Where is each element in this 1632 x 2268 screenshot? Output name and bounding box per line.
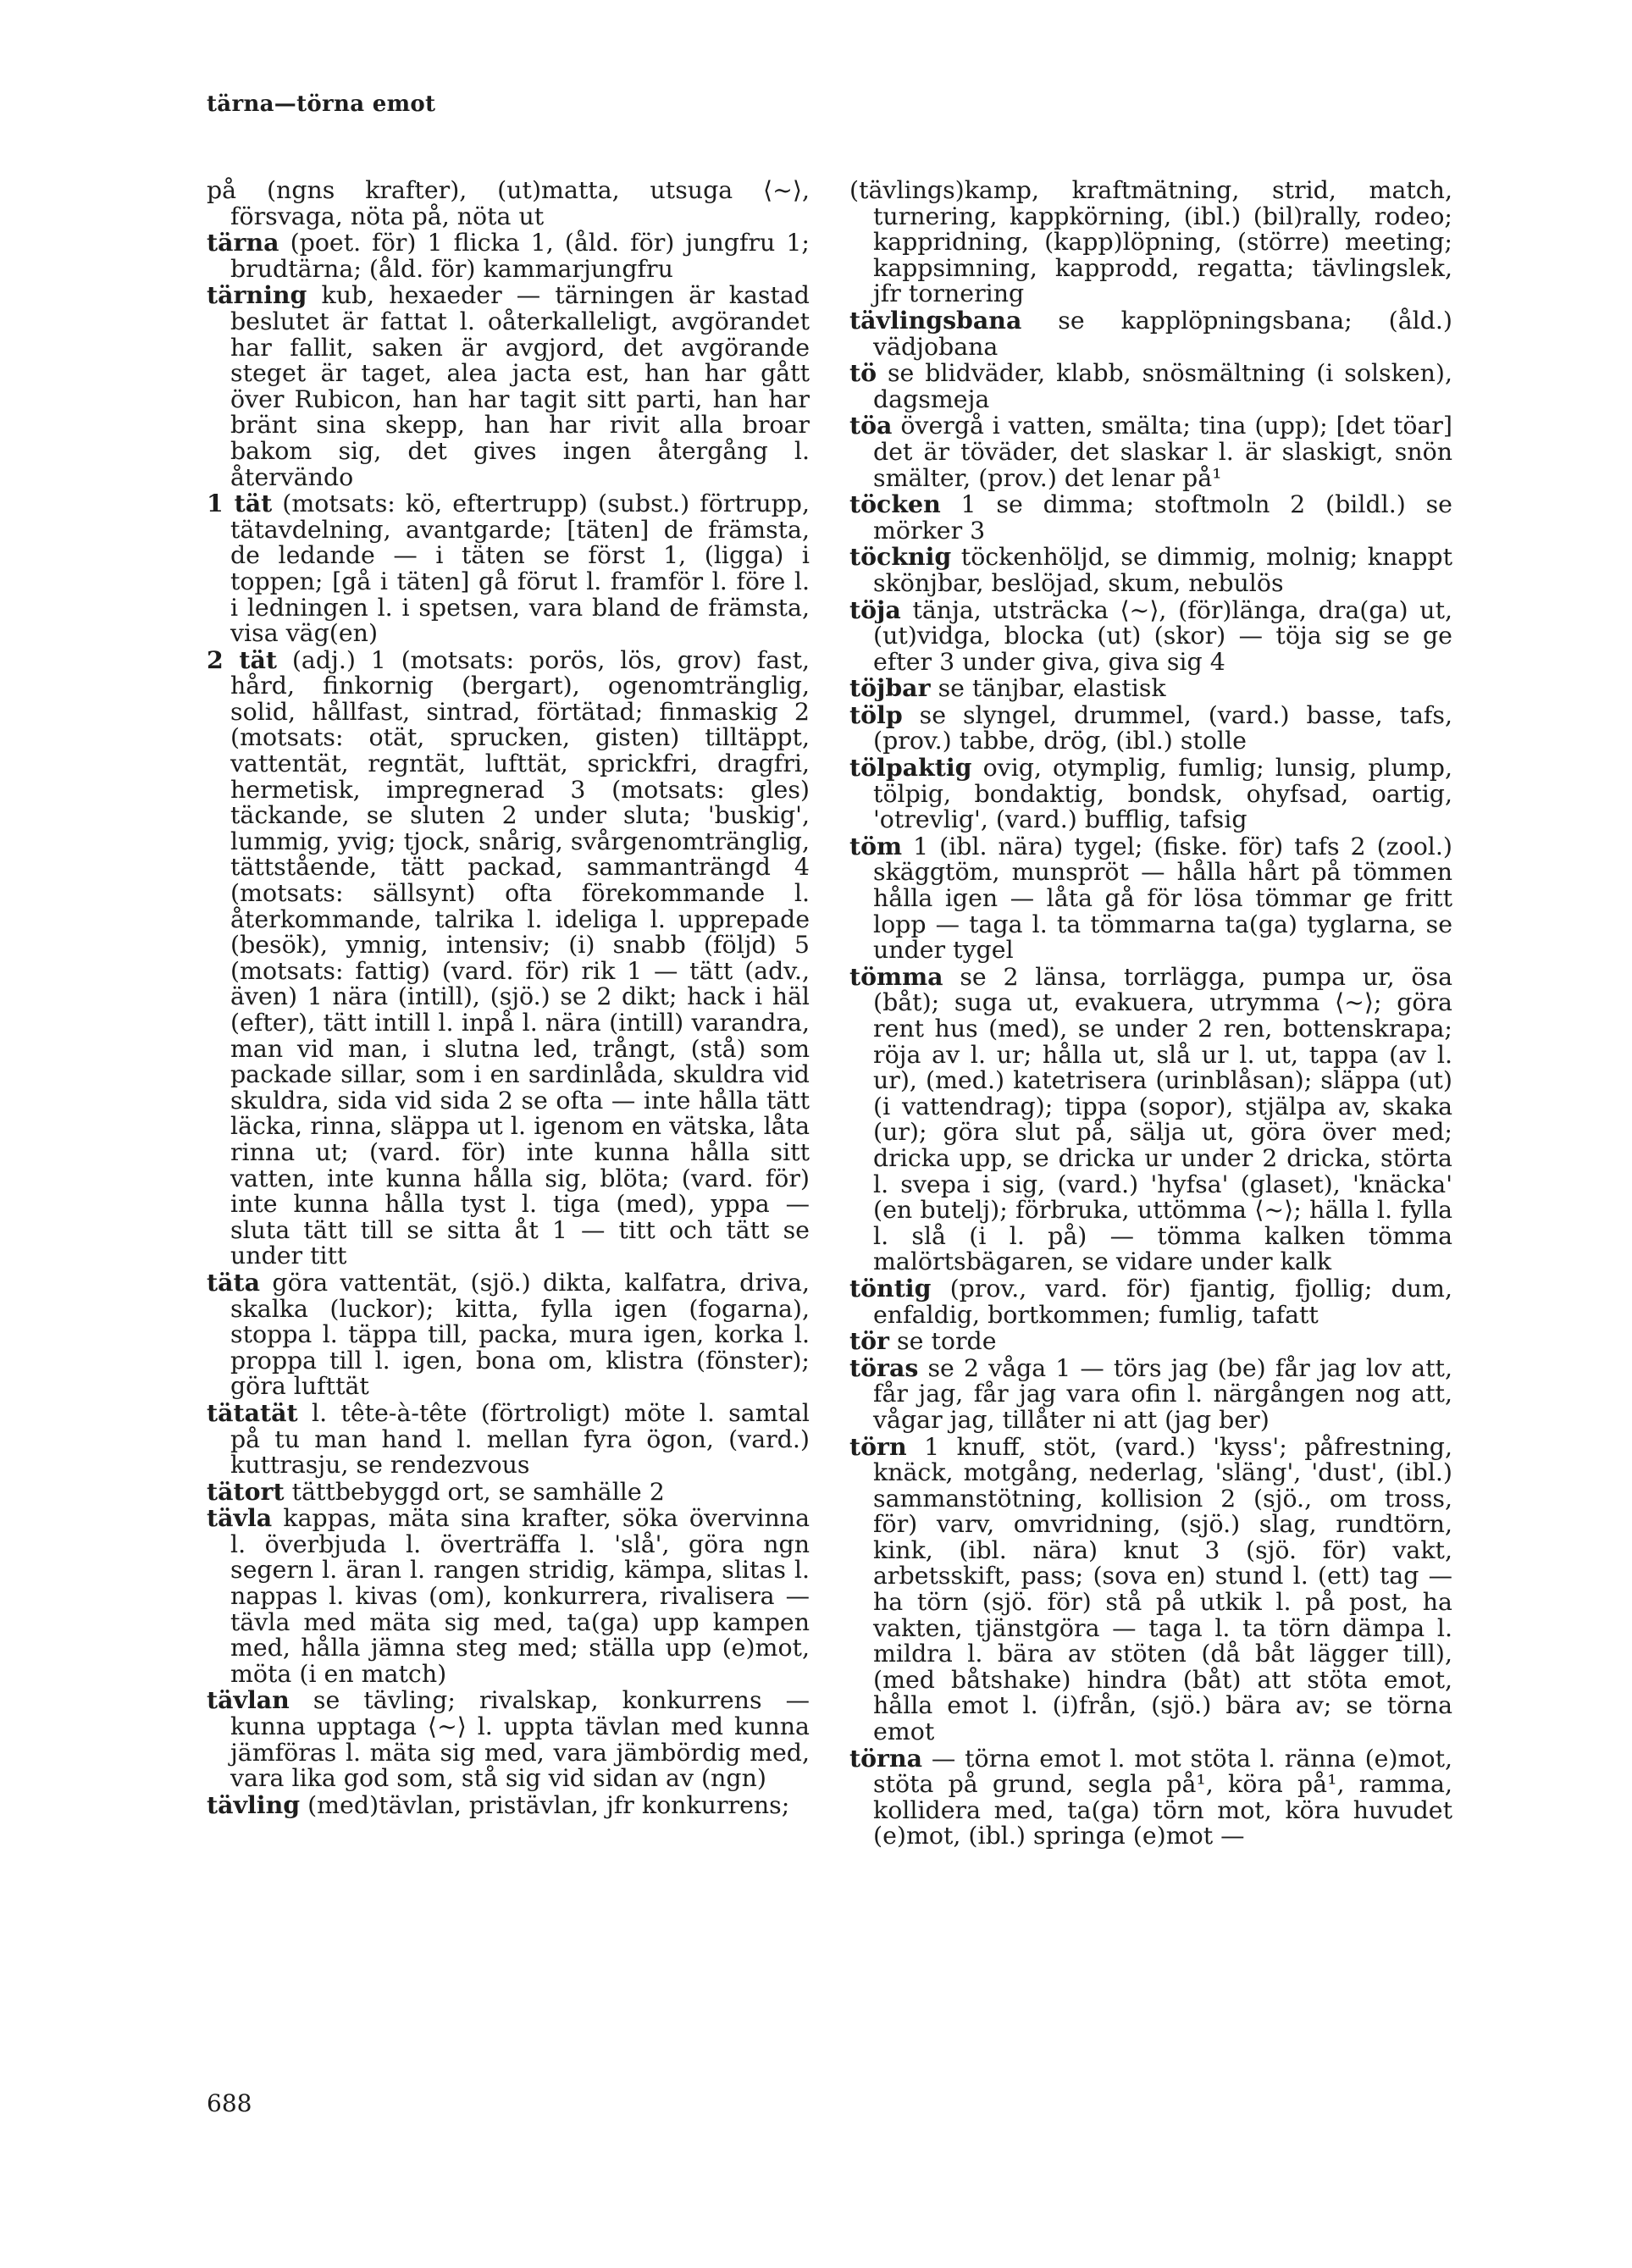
- definition-text: se 2 länsa, torrlägga, pumpa ur, ösa (båt); suga ut, evakuera, utrymma ⟨~⟩; göra rent hus (med), se under 2 ren, bottenskrapa; röja av l. ur; hålla ut, slå ur l. ut, tappa (av l. ur), (med.) katetrisera (urinblåsan); släppa (ut) (i vattendrag); tippa (sopor), stjälpa av, skaka (ur); göra slut på, sälja ut, göra över med; dricka upp, se dricka ur under 2 dricka, störta l. svepa i sig, (vard.) 'hyfsa' (glaset), 'knäcka' (en butelj); förbruka, uttömma ⟨~⟩; hälla l. fylla l. slå (i l. på) — tömma kalken tömma malörtsbägaren, se vidare under kalk: [873, 962, 1452, 1276]
- headword: töa: [849, 411, 893, 440]
- definition-text: kappas, mäta sina krafter, söka övervinna l. överbjuda l. överträffa l. 'slå', göra ngn segern l. äran l. rangen stridig, kämpa, slitas l. nappas l. kivas (om), konkurrera, rivalisera — tävla med mäta sig med, ta(ga) upp kampen med, hålla jämna steg med; ställa upp (e)mot, möta (i en match): [230, 1504, 810, 1688]
- dictionary-entry: [207, 644, 810, 1270]
- headword: töm: [849, 831, 903, 860]
- dictionary-entry: [207, 490, 810, 647]
- headword: tömma: [849, 961, 943, 991]
- dictionary-entry: [849, 544, 1452, 596]
- dictionary-entry: [849, 833, 1452, 964]
- dictionary-entry: [207, 1792, 810, 1819]
- dictionary-entry: [207, 1505, 810, 1687]
- headword: tävla: [207, 1503, 273, 1533]
- headword: tävling: [207, 1790, 301, 1819]
- headword: tärna: [207, 228, 279, 257]
- dictionary-entry: [849, 675, 1452, 702]
- dictionary-entry: [849, 412, 1452, 491]
- definition-text: kub, hexaeder — tärningen är kastad beslutet är fattat l. oåterkalleligt, avgörandet har fallit, saken är avgjord, det avgörande steget är taget, alea jacta est, han har gått över Rubicon, han har tagit sitt parti, han har bränt sina skepp, han har rivit alla broar bakom sig, det gives ingen återgång l. återvändo: [230, 281, 810, 491]
- definition-text: — törna emot l. mot stöta l. ränna (e)mot, stöta på grund, segla på¹, köra på¹, ramma, kollidera med, ta(ga) törn mot, köra huvudet (e)mot, (ibl.) springa (e)mot —: [873, 1744, 1453, 1850]
- definition-text: 1 se dimma; stoftmoln 2 (bildl.) se mörker 3: [873, 490, 1452, 545]
- definition-text: (med)tävlan, pristävlan, jfr konkurrens;: [307, 1790, 790, 1819]
- definition-text: övergå i vatten, smälta; tina (upp); [det töar] det är töväder, det slaskar l. är slaskigt, snön smälter, (prov.) det lenar på¹: [873, 412, 1452, 492]
- dictionary-entry: [207, 1267, 810, 1401]
- definition-text: (adj.) 1 (motsats: porös, lös, grov) fast, hård, finkornig (bergart), ogenomtränglig, solid, hållfast, sintrad, förtätad; finmaskig 2 (motsats: otät, sprucken, gisten) tilltäppt, vattentät, regntät, lufttät, sprickfri, dragfri, hermetisk, impregnerad 3 (motsats: gles) täckande, se sluten 2 under sluta; 'buskig', lummig, yvig; tjock, snårig, svårgenomtränglig, tättstående, tätt packad, sammanträngd 4 (motsats: sällsynt) ofta förekommande l. återkommande, talrika l. ideliga l. upprepade (besök), ymnig, intensiv; (i) snabb (följd) 5 (motsats: fattig) (vard. för) rik 1 — tätt (adv., även) 1 nära (intill), (sjö.) se 2 dikt; hack i häl (efter), tätt intill l. inpå l. nära (intill) varandra, man vid man, i slutna led, trångt, (stå) som packade sillar, som i en sardinlåda, skuldra vid skuldra, sida vid sida 2 se ofta — inte hålla tätt läcka, rinna, släppa ut l. igenom en vätska, låta rinna ut; (vard. för) inte kunna hålla sitt vatten, inte kunna hålla sig, blöta; (vard. för) inte kunna hålla tyst l. tiga (med), yppa — sluta tätt till se sitta åt 1 — titt och tätt se under titt: [230, 645, 810, 1270]
- dictionary-entry: [207, 282, 810, 490]
- right-column: [849, 178, 1452, 1850]
- left-column: [207, 178, 810, 1818]
- dictionary-entry: [849, 307, 1452, 360]
- definition-text: se slyngel, drummel, (vard.) basse, tafs, (prov.) tabbe, drög, (ibl.) stolle: [873, 700, 1452, 755]
- dictionary-entry: [849, 491, 1452, 544]
- definition-text: se blidväder, klabb, snösmältning (i solsken), dagsmeja: [873, 359, 1452, 413]
- headword: tö: [849, 358, 877, 388]
- definition-text: (tävlings)kamp, kraftmätning, strid, match, turnering, kappkörning, (ibl.) (bil)rally, rodeo; kappridning, (kapp)löpning, (större) meeting; kappsimning, kapprodd, regatta; tävlingslek, jfr tornering: [849, 176, 1452, 308]
- definition-text: töckenhöljd, se dimmig, molnig; knappt skönjbar, beslöjad, skum, nebulös: [873, 543, 1452, 597]
- headword: täta: [207, 1267, 261, 1297]
- definition-text: tänja, utsträcka ⟨~⟩, (för)länga, dra(ga) ut, (ut)vidga, blocka (ut) (skor) — töja sig se ge efter 3 under giva, giva sig 4: [873, 595, 1453, 676]
- dictionary-entry: [849, 178, 1452, 307]
- headword: tärning: [207, 280, 307, 310]
- page-number: 688: [207, 2089, 252, 2117]
- definition-text: 1 knuff, stöt, (vard.) 'kyss'; påfrestning, knäck, motgång, nederlag, 'släng', 'dust', (ibl.) sammanstötning, kollision 2 (sjö., om tross, för) varv, omvridning, (sjö.) slag, rundtörn, kink, (ibl. nära) knut 3 (sjö. för) vakt, arbetsskift, pass; (sova en) stund l. (ett) tag — ha törn (sjö. för) stå på utkik l. på post, ha vakten, tjänstgöra — taga l. ta törn dämpa l. mildra l. bära av stöten (då båt lägger till), (med båtshake) hindra (båt) att stöta emot, hålla emot l. (i)från, (sjö.) bära av; se törna emot: [873, 1432, 1452, 1746]
- headword: töjbar: [849, 673, 931, 703]
- definition-text: göra vattentät, (sjö.) dikta, kalfatra, driva, skalka (luckor); kitta, fylla igen (fogarna), stoppa l. täppa till, packa, mura igen, korka l. proppa till l. igen, bona om, klistra (fönster); göra lufttät: [230, 1268, 810, 1401]
- definition-text: ovig, otymplig, fumlig; lunsig, plump, tölpig, bondaktig, bondsk, ohyfsad, oartig, 'otrevlig', (vard.) bufflig, tafsig: [873, 754, 1452, 834]
- dictionary-entry: [849, 755, 1452, 833]
- headword: tätatät: [207, 1397, 298, 1427]
- headword: 2 tät: [207, 644, 278, 674]
- definition-text: (motsats: kö, eftertrupp) (subst.) förtrupp, tätavdelning, avantgarde; [täten] de främsta, de ledande — i täten se först 1, (ligga) i toppen; [gå i täten] gå förut l. framför l. före l. i ledningen l. i spetsen, vara bland de främsta, visa väg(en): [230, 490, 810, 648]
- definition-text: l. tête-à-tête (förtroligt) möte l. samtal på tu man hand l. mellan fyra ögon, (vard.) kuttrasju, se rendezvous: [230, 1398, 810, 1480]
- dictionary-entry: [207, 1687, 810, 1791]
- running-head: tärna—törna emot: [207, 91, 436, 117]
- dictionary-entry: [207, 1476, 810, 1506]
- dictionary-entry: [849, 1431, 1452, 1746]
- definition-text: se tänjbar, elastisk: [938, 674, 1166, 703]
- headword: törn: [849, 1431, 907, 1461]
- headword: tör: [849, 1326, 890, 1356]
- dictionary-entry: [849, 1275, 1452, 1328]
- dictionary-entry: [849, 1328, 1452, 1355]
- dictionary-entry: [849, 1355, 1452, 1434]
- headword: tävlingsbana: [849, 305, 1022, 335]
- headword: töntig: [849, 1273, 932, 1303]
- headword: tölpaktig: [849, 753, 972, 783]
- headword: töcken: [849, 490, 941, 519]
- definition-text: (poet. för) 1 flicka 1, (åld. för) jungfru 1; brudtärna; (åld. för) kammarjungfru: [230, 229, 810, 283]
- headword: töras: [849, 1353, 919, 1382]
- headword: tätort: [207, 1476, 285, 1506]
- definition-text: (prov., vard. för) fjantig, fjollig; dum, enfaldig, bortkommen; fumlig, tafatt: [873, 1274, 1452, 1329]
- dictionary-entry: [849, 597, 1452, 676]
- definition-text: tättbebyggd ort, se samhälle 2: [291, 1477, 665, 1506]
- definition-text: se torde: [897, 1327, 997, 1356]
- headword: töcknig: [849, 542, 952, 572]
- definition-text: se tävling; rivalskap, konkurrens — kunna upptaga ⟨~⟩ l. uppta tävlan med kunna jämföras l. mäta sig med, vara jämbördig med, vara lika god som, stå sig vid sidan av (ngn): [230, 1686, 810, 1793]
- headword: 1 tät: [207, 489, 273, 518]
- headword: törna: [849, 1743, 923, 1773]
- dictionary-entry: [849, 961, 1452, 1276]
- dictionary-entry: [849, 360, 1452, 412]
- dictionary-entry: [849, 702, 1452, 755]
- headword: tävlan: [207, 1685, 290, 1715]
- definition-text: på (ngns krafter), (ut)matta, utsuga ⟨~⟩, försvaga, nöta på, nöta ut: [207, 176, 810, 230]
- dictionary-entry: [207, 178, 810, 230]
- definition-text: 1 (ibl. nära) tygel; (fiske. för) tafs 2 (zool.) skäggtöm, munspröt — hålla hårt på tömmen hålla igen — låta gå för lösa tömmar ge fritt lopp — taga l. ta tömmarna ta(ga) tyglarna, se under tygel: [873, 832, 1452, 965]
- headword: töja: [849, 595, 901, 624]
- headword: tölp: [849, 700, 903, 729]
- definition-text: se 2 våga 1 — törs jag (be) får jag lov att, får jag, får jag vara ofin l. närgången nog att, vågar jag, tillåter ni att (jag ber): [873, 1353, 1452, 1434]
- definition-text: se kapplöpningsbana; (åld.) vädjobana: [873, 306, 1453, 361]
- dictionary-entry: [207, 1397, 810, 1480]
- dictionary-entry: [207, 230, 810, 282]
- dictionary-entry: [849, 1745, 1452, 1850]
